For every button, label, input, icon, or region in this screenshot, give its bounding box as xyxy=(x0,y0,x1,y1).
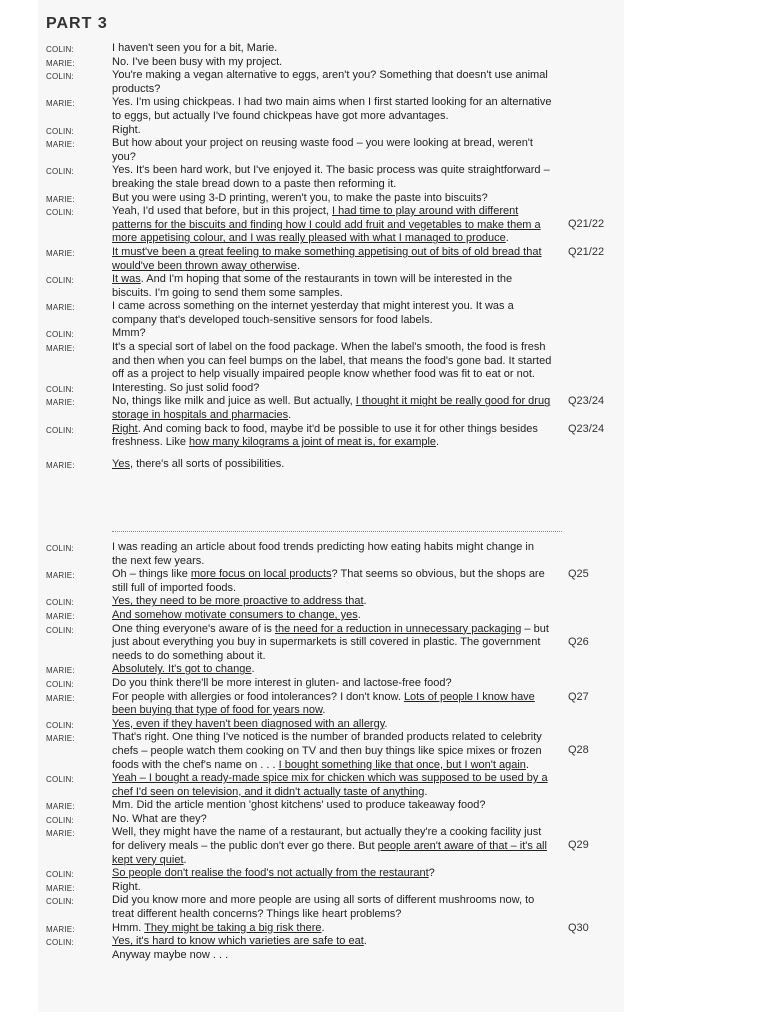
dialogue-line xyxy=(0,623,768,664)
question-marker: Q30 xyxy=(568,921,589,934)
answer-underline: Right xyxy=(112,422,138,435)
dialogue-line xyxy=(0,731,768,772)
dialogue-text xyxy=(112,772,552,799)
text-run: Anyway maybe now . . . xyxy=(112,948,229,961)
speaker-label: MARIE: xyxy=(46,140,75,150)
speaker-label: COLIN: xyxy=(46,625,74,635)
answer-underline: Yes, it's hard to know which varieties are safe to eat xyxy=(112,935,364,948)
section-divider xyxy=(112,531,562,532)
text-run: . xyxy=(505,232,509,245)
dialogue-line xyxy=(0,663,768,677)
speaker-label: MARIE: xyxy=(46,344,75,354)
answer-underline: Yeah – I bought a ready-made spice mix for chicken which was supposed to be used by a chef I'd seen on television, and it didn't actually taste of anything xyxy=(112,772,548,798)
text-run: . And I'm hoping that some of the restaurants in town will be interested in the biscuits. I'm going to send them some samples. xyxy=(112,273,513,299)
text-run: Yeah, I'd used that before, but in this project, xyxy=(112,205,333,218)
speaker-label: COLIN: xyxy=(46,870,74,880)
dialogue-line xyxy=(0,541,768,568)
text-run: . xyxy=(436,436,440,449)
dialogue-text xyxy=(112,568,552,595)
speaker-label: COLIN: xyxy=(46,330,74,340)
text-run: . xyxy=(288,409,292,422)
dialogue-text xyxy=(112,124,552,138)
question-marker: Q21/22 xyxy=(568,245,605,258)
speaker-label: MARIE: xyxy=(46,883,75,893)
text-run: Right. xyxy=(112,123,141,136)
dialogue-text xyxy=(112,341,552,382)
question-marker: Q25 xyxy=(568,568,589,581)
answer-underline: Yes xyxy=(112,457,130,470)
text-run: . xyxy=(251,663,255,676)
dialogue-text xyxy=(112,541,552,568)
text-run: I was reading an article about food trends predicting how eating habits might change in the next few years. xyxy=(112,541,534,567)
dialogue-text xyxy=(112,894,552,921)
dialogue-line xyxy=(0,691,768,718)
dialogue-text xyxy=(112,595,552,609)
answer-underline: I had time to play around with different patterns for the biscuits and finding how I could add fruit and vegetables to make them a more appetising colour, and I was really pleased with what I managed to produce xyxy=(112,205,541,245)
speaker-label: MARIE: xyxy=(46,829,75,839)
dialogue-line xyxy=(0,718,768,732)
speaker-label: MARIE: xyxy=(46,611,75,621)
question-marker: Q29 xyxy=(568,839,589,852)
dialogue-line xyxy=(0,137,768,164)
dialogue-text xyxy=(112,395,552,422)
speaker-label: COLIN: xyxy=(46,45,74,54)
text-run: . xyxy=(296,259,300,272)
text-run: . xyxy=(183,853,187,866)
text-run: ? xyxy=(428,867,435,880)
dialogue-line xyxy=(0,395,768,422)
text-run: . xyxy=(384,717,388,730)
dialogue-text xyxy=(112,663,552,677)
text-run: Hmm. xyxy=(112,921,145,934)
answer-underline: They might be taking a big risk there xyxy=(144,921,322,934)
speaker-label: MARIE: xyxy=(46,248,75,258)
answer-underline: I bought something like that once, but I won't again xyxy=(278,758,526,771)
dialogue-line xyxy=(0,382,768,396)
dialogue-text xyxy=(112,731,552,772)
dialogue-text xyxy=(112,246,552,273)
answer-underline: people aren't aware of that – it's all kept very quiet xyxy=(112,840,547,866)
speaker-label: COLIN: xyxy=(46,598,74,608)
answer-underline: how many kilograms a joint of meat is, for example xyxy=(189,436,437,449)
text-run: I haven't seen you for a bit, Marie. xyxy=(112,42,278,54)
dialogue-line xyxy=(0,205,768,246)
text-run: . xyxy=(525,758,529,771)
dialogue-line xyxy=(0,458,768,472)
dialogue-text xyxy=(112,56,552,70)
dialogue-text xyxy=(112,813,552,827)
dialogue-line xyxy=(0,772,768,799)
text-run: Do you think there'll be more interest in gluten- and lactose-free food? xyxy=(112,676,452,689)
page-title: PART 3 xyxy=(46,15,108,32)
speaker-label: COLIN: xyxy=(46,544,74,553)
dialogue-text xyxy=(112,69,552,96)
dialogue-text xyxy=(112,799,552,813)
dialogue-line xyxy=(0,922,768,936)
speaker-label: MARIE: xyxy=(46,693,75,703)
dialogue-text xyxy=(112,881,552,895)
speaker-label: COLIN: xyxy=(46,384,74,394)
speaker-label: MARIE: xyxy=(46,194,75,204)
text-run: No, things like milk and juice as well. But actually, xyxy=(112,395,356,408)
text-run: Well, they might have the name of a restaurant, but actually they're a cooking facility just for delivery meals – the public don't ever go there. But xyxy=(112,826,542,853)
speaker-label: MARIE: xyxy=(46,802,75,812)
dialogue-text xyxy=(112,273,552,300)
speaker-label: COLIN: xyxy=(46,720,74,730)
dialogue-line xyxy=(0,69,768,96)
text-run: That's right. One thing I've noticed is the number of branded products related to celebrity chefs – people watch them cooking on TV and then buy things like spice mixes or frozen foods with the chef's name on . . . xyxy=(112,731,542,771)
speaker-label: COLIN: xyxy=(46,208,74,218)
text-run: , there's all sorts of possibilities. xyxy=(129,457,285,470)
speaker-label: COLIN: xyxy=(46,276,74,286)
dialogue-line xyxy=(0,813,768,827)
question-marker: Q23/24 xyxy=(568,395,605,408)
text-run: Mm. Did the article mention 'ghost kitchens' used to produce takeaway food? xyxy=(112,799,486,812)
dialogue-text xyxy=(112,691,552,718)
dialogue-text xyxy=(112,205,552,246)
dialogue-text xyxy=(112,300,552,327)
dialogue-line xyxy=(0,935,768,949)
dialogue-line xyxy=(0,42,768,56)
text-run: . xyxy=(424,785,428,798)
question-marker: Q23/24 xyxy=(568,422,605,435)
dialogue-text xyxy=(112,382,552,396)
speaker-label: MARIE: xyxy=(46,460,75,470)
speaker-label: COLIN: xyxy=(46,938,74,948)
dialogue-line xyxy=(0,949,768,963)
text-run: One thing everyone's aware of is xyxy=(112,622,275,635)
answer-underline: more focus on local products xyxy=(190,568,332,581)
dialogue-line xyxy=(0,192,768,206)
dialogue-text xyxy=(112,327,552,341)
dialogue-line xyxy=(0,423,768,450)
text-run: . xyxy=(363,595,367,608)
dialogue-line xyxy=(0,273,768,300)
text-run: Yes. It's been hard work, but I've enjoyed it. The basic process was quite straightforward – breaking the stale bread down to a paste then reforming it. xyxy=(112,164,550,190)
text-run: I came across something on the internet yesterday that might interest you. It was a company that's developed touch-sensitive sensors for food labels. xyxy=(112,300,514,326)
transcript-section-2 xyxy=(0,541,768,962)
dialogue-line xyxy=(0,164,768,191)
answer-underline: It was xyxy=(112,273,141,286)
dialogue-line xyxy=(0,881,768,895)
answer-underline: I thought it might be really good for drug storage in hospitals and pharmacies xyxy=(112,395,551,422)
speaker-label: MARIE: xyxy=(46,58,75,68)
text-run: For people with allergies or food intolerances? I don't know. xyxy=(112,690,404,703)
question-marker: Q27 xyxy=(568,690,589,703)
dialogue-text xyxy=(112,867,552,881)
text-run: But how about your project on reusing waste food – you were looking at bread, weren't you? xyxy=(112,137,533,163)
text-run: Interesting. So just solid food? xyxy=(112,381,260,394)
dialogue-text xyxy=(112,137,552,164)
answer-underline: It must've been a great feeling to make something appetising out of bits of old bread that would've been thrown away otherwise xyxy=(112,245,542,272)
text-run: Oh – things like xyxy=(112,568,191,581)
speaker-label: COLIN: xyxy=(46,775,74,785)
text-run: . xyxy=(363,935,367,948)
answer-underline: Absolutely. It's got to change xyxy=(112,663,252,676)
dialogue-line xyxy=(0,609,768,623)
dialogue-line xyxy=(0,568,768,595)
dialogue-line xyxy=(0,894,768,921)
text-run: Yes. I'm using chickpeas. I had two main aims when I first started looking for an alternative to eggs, but actually I've found chickpeas have got more advantages. xyxy=(112,96,552,122)
transcript-section-1 xyxy=(0,42,768,471)
speaker-label: MARIE: xyxy=(46,99,75,109)
dialogue-line xyxy=(0,56,768,70)
text-run: But you were using 3-D printing, weren't you, to make the paste into biscuits? xyxy=(112,191,488,204)
text-run: . xyxy=(322,704,326,717)
dialogue-line xyxy=(0,867,768,881)
dialogue-text xyxy=(112,164,552,191)
dialogue-text xyxy=(112,423,552,450)
dialogue-text xyxy=(112,192,552,206)
text-run: No. I've been busy with my project. xyxy=(112,55,283,68)
text-run: You're making a vegan alternative to eggs, aren't you? Something that doesn't use animal products? xyxy=(112,69,548,95)
dialogue-text xyxy=(112,623,552,664)
dialogue-text xyxy=(112,609,552,623)
dialogue-line xyxy=(0,124,768,138)
dialogue-line xyxy=(0,595,768,609)
text-run: Right. xyxy=(112,880,141,893)
text-run: – but just about everything you buy in supermarkets is still covered in plastic. The government needs to do something about it. xyxy=(112,622,549,662)
question-marker: Q28 xyxy=(568,744,589,757)
speaker-label: MARIE: xyxy=(46,734,75,744)
dialogue-text xyxy=(112,922,552,936)
dialogue-text xyxy=(112,826,552,867)
speaker-label: MARIE: xyxy=(46,924,75,934)
text-run: . xyxy=(321,921,325,934)
question-marker: Q26 xyxy=(568,635,589,648)
text-run: Mmm? xyxy=(112,327,146,340)
speaker-label: COLIN: xyxy=(46,126,74,136)
text-run: . xyxy=(357,608,361,621)
answer-underline: So people don't realise the food's not actually from the restaurant xyxy=(112,867,429,880)
dialogue-text xyxy=(112,96,552,123)
dialogue-text xyxy=(112,949,552,963)
speaker-label: COLIN: xyxy=(46,425,74,435)
dialogue-text xyxy=(112,935,552,949)
answer-underline: And somehow motivate consumers to change, yes xyxy=(112,608,358,621)
speaker-label: MARIE: xyxy=(46,571,75,581)
dialogue-line xyxy=(0,799,768,813)
speaker-label: MARIE: xyxy=(46,398,75,408)
dialogue-line xyxy=(0,677,768,691)
dialogue-line xyxy=(0,246,768,273)
text-run: No. What are they? xyxy=(112,812,207,825)
question-marker: Q21/22 xyxy=(568,218,605,231)
dialogue-line xyxy=(0,341,768,382)
dialogue-text xyxy=(112,42,552,56)
text-run: . And coming back to food, maybe it'd be possible to use it for other things besides freshness. Like xyxy=(112,422,538,449)
dialogue-line xyxy=(0,96,768,123)
speaker-label: COLIN: xyxy=(46,679,74,689)
text-run: It's a special sort of label on the food package. When the label's smooth, the food is fresh and then when you can feel bumps on the label, that means the food's gone bad. It started off as a project to help visually impaired people know whether food was fit to eat or not. xyxy=(112,341,552,381)
dialogue-text xyxy=(112,718,552,732)
speaker-label: COLIN: xyxy=(46,815,74,825)
dialogue-line xyxy=(0,327,768,341)
speaker-label: MARIE: xyxy=(46,666,75,676)
answer-underline: Yes, they need to be more proactive to address that xyxy=(112,595,364,608)
text-run: Did you know more and more people are using all sorts of different mushrooms now, to treat different health concerns? Things like heart problems? xyxy=(112,894,535,921)
dialogue-text xyxy=(112,458,552,472)
speaker-label: COLIN: xyxy=(46,167,74,177)
dialogue-line xyxy=(0,826,768,867)
speaker-label: COLIN: xyxy=(46,72,74,82)
speaker-label: COLIN: xyxy=(46,897,74,907)
dialogue-line xyxy=(0,300,768,327)
dialogue-text xyxy=(112,677,552,691)
answer-underline: Lots of people I know have been buying that type of food for years now xyxy=(112,690,535,717)
answer-underline: Yes, even if they haven't been diagnosed with an allergy xyxy=(112,717,385,730)
speaker-label: MARIE: xyxy=(46,303,75,313)
answer-underline: the need for a reduction in unnecessary packaging xyxy=(274,622,522,635)
text-run: ? That seems so obvious, but the shops are still full of imported foods. xyxy=(112,568,545,594)
